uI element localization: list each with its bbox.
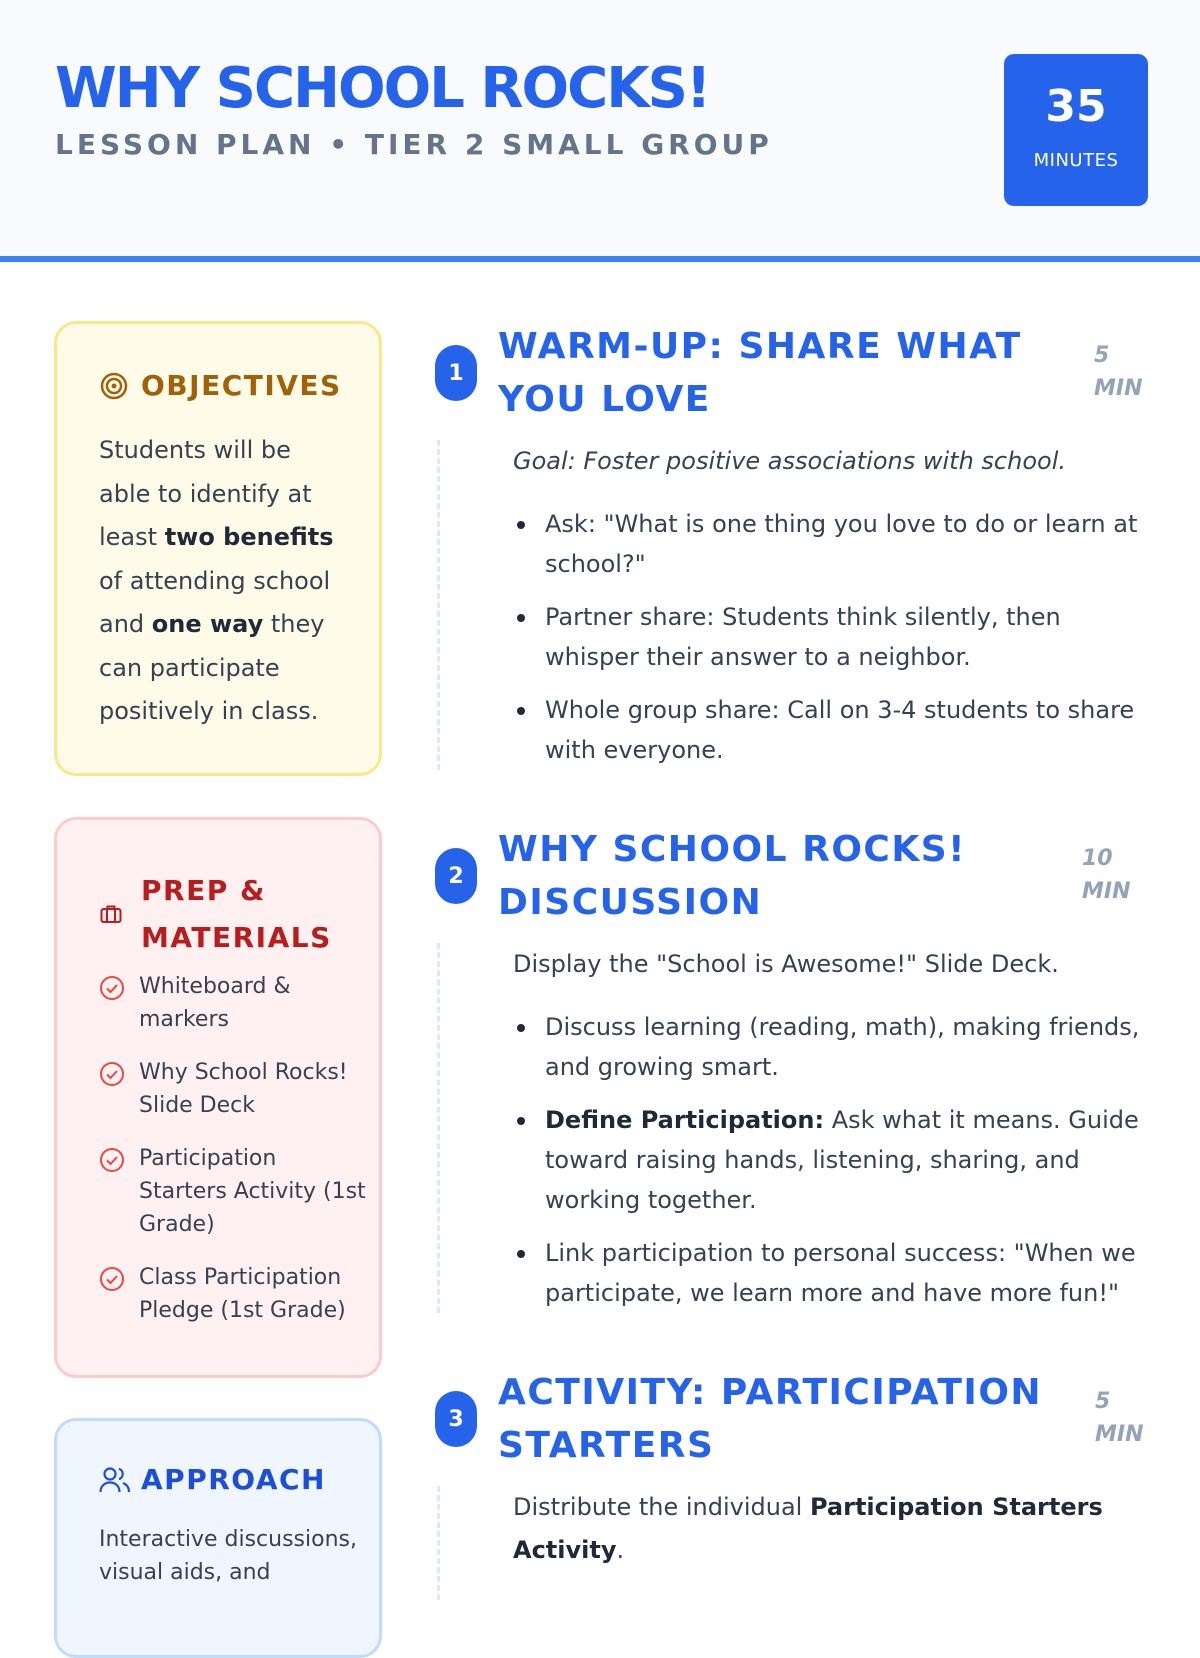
step-2-intro: Display the "School is Awesome!" Slide Deck.: [513, 950, 1059, 978]
list-item: Discuss learning (reading, math), making friends, and growing smart.: [545, 1007, 1145, 1087]
list-item: Participation Starters Activity (1st Grade): [99, 1142, 369, 1241]
approach-heading-text: APPROACH: [141, 1463, 326, 1496]
step-2-title: WHY SCHOOL ROCKS! DISCUSSION: [498, 829, 967, 923]
step-2-time: 10 MIN: [1082, 846, 1131, 904]
check-circle-icon: [99, 1142, 139, 1241]
list-item: Whiteboard & markers: [99, 970, 369, 1036]
step-3-intro: Distribute the individual Participation Starters Activity.: [513, 1493, 1103, 1564]
step-1-divider: [437, 440, 440, 770]
objectives-text: Students will be able to identify at least two benefits of attending school and one way they can participate positively in class.: [99, 436, 334, 725]
list-item: Define Participation: Ask what it means. Guide toward raising hands, listening, sharing, and working together.: [545, 1100, 1145, 1220]
page-title: WHY SCHOOL ROCKS!: [55, 56, 710, 121]
page-subtitle: LESSON PLAN • TIER 2 SMALL GROUP: [55, 128, 773, 161]
check-circle-icon: [99, 1056, 139, 1122]
step-1-title: WARM-UP: SHARE WHAT YOU LOVE: [498, 326, 1022, 420]
approach-heading: [99, 1463, 326, 1496]
objectives-heading-text: OBJECTIVES: [141, 369, 342, 402]
step-2-list: [545, 1007, 1145, 1326]
check-circle-icon: [99, 1261, 139, 1327]
step-1-number: 1: [435, 345, 477, 401]
step-2-number: 2: [435, 848, 477, 904]
step-3-number: 3: [435, 1391, 477, 1447]
objectives-card: [54, 321, 382, 776]
target-icon: [99, 371, 131, 401]
list-item: Whole group share: Call on 3-4 students to share with everyone.: [545, 690, 1145, 770]
materials-card: [54, 817, 382, 1378]
step-3-title: ACTIVITY: PARTICIPATION STARTERS: [498, 1372, 1043, 1466]
list-item: Class Participation Pledge (1st Grade): [99, 1261, 369, 1327]
duration-value: 35: [1045, 81, 1107, 132]
step-3-divider: [437, 1486, 440, 1600]
materials-heading: [99, 867, 332, 961]
step-1-goal: Goal: Foster positive associations with school.: [513, 447, 1066, 475]
step-1-time: 5 MIN: [1094, 343, 1143, 401]
approach-card: [54, 1418, 382, 1658]
duration-badge: [1004, 54, 1148, 206]
briefcase-icon: [99, 902, 131, 926]
step-3-time: 5 MIN: [1095, 1389, 1144, 1447]
approach-text: Interactive discussions, visual aids, and: [99, 1527, 357, 1585]
list-item: Link participation to personal success: "When we participate, we learn more and have more fun!": [545, 1233, 1145, 1313]
list-item: Why School Rocks! Slide Deck: [99, 1056, 369, 1122]
list-item: Partner share: Students think silently, then whisper their answer to a neighbor.: [545, 597, 1145, 677]
users-icon: [99, 1465, 131, 1495]
list-item: Ask: "What is one thing you love to do or learn at school?": [545, 504, 1145, 584]
check-circle-icon: [99, 970, 139, 1036]
page-header: [0, 0, 1200, 262]
step-2-divider: [437, 943, 440, 1313]
step-1-list: [545, 504, 1145, 783]
objectives-heading: [99, 369, 342, 402]
materials-heading-text: PREP & MATERIALS: [141, 874, 332, 954]
materials-list: [99, 970, 369, 1347]
duration-unit: MINUTES: [1033, 150, 1119, 171]
